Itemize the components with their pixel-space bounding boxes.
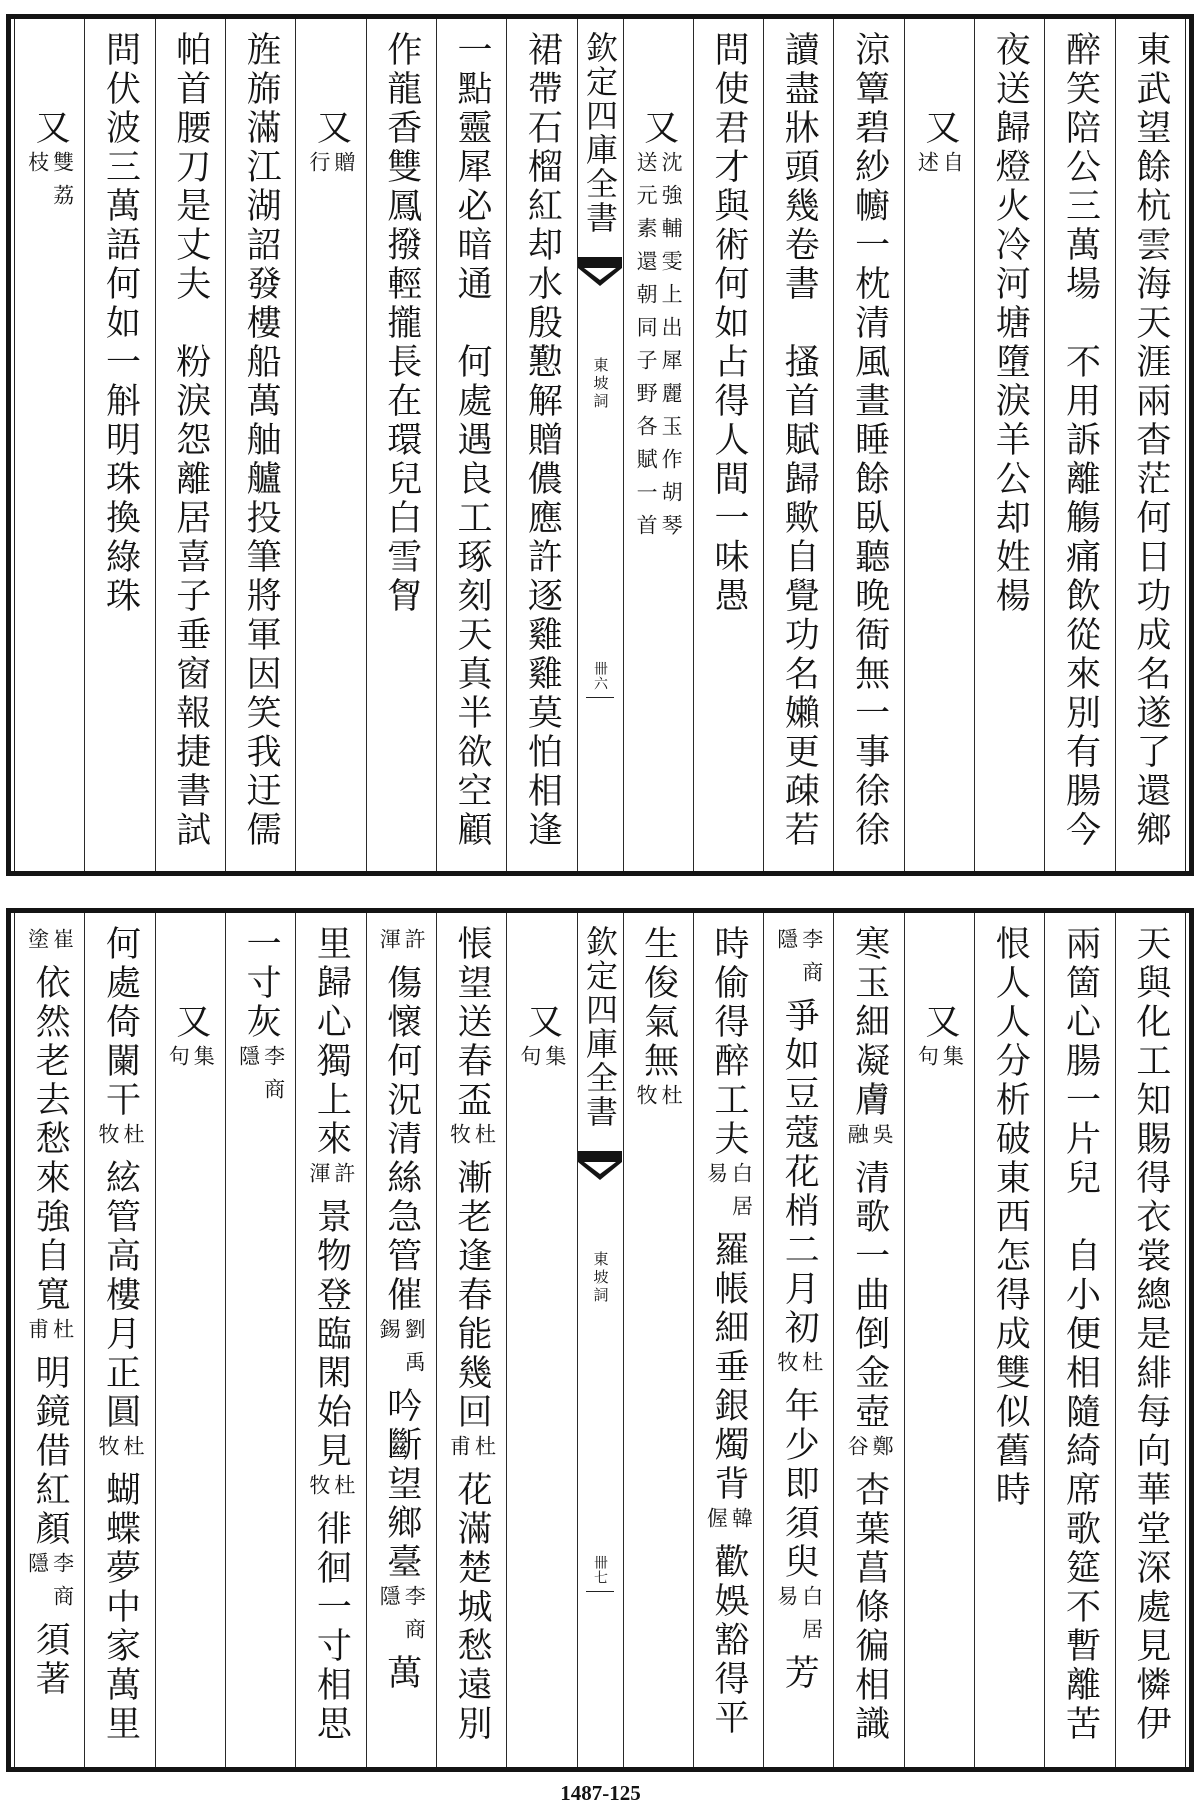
note-line-left: 渾 [377,928,402,961]
fold-leaf-number: 卌六 [586,661,614,698]
note-line-right: 沈強輔雯上出犀麗玉作胡琴 [659,151,684,547]
text-run: 醉笑陪公三萬場 不用訴離觴痛飲從來別有腸今 [1060,31,1101,850]
note-line-left: 牧 [634,1084,659,1117]
text-column [833,913,903,1767]
note-line-right: 杜 [120,1123,145,1156]
text-column [84,913,154,1767]
note-line-left: 隱 [236,1045,261,1078]
note-line-right: 杜 [659,1084,684,1117]
interlinear-note [97,1435,143,1468]
tune-heading-column [295,19,365,871]
note-line-left: 隱 [377,1585,402,1618]
text-run: 時偷得醉工夫 [708,925,749,1159]
text-column [974,19,1044,871]
text-run: 問使君才與術何如占得人間一味愚 [708,31,749,616]
page-number: 1487-125 [560,1781,641,1805]
note-line-right: 韓 [729,1507,754,1540]
interlinear-note [776,928,822,994]
fishtail-mark-icon [578,257,622,287]
note-line-left: 渾 [306,1162,331,1195]
center-fold [577,19,623,871]
text-run: 年少即須臾 [779,1387,820,1582]
text-run: 作龍香雙鳳撥輕攏長在環兒白雪胷 [381,31,422,616]
note-line-right: 集 [940,1045,965,1078]
note-line-right: 集 [542,1045,567,1078]
note-line-left: 甫 [25,1318,50,1351]
text-run: 兩箇心腸一片兒 自小便相隨綺席歌筵不暫離苦 [1060,925,1101,1744]
note-line-right: 杜 [799,1351,824,1384]
note-line-right: 杜 [331,1474,356,1507]
note-line-left: 牧 [306,1474,331,1507]
note-line-left: 行 [306,151,331,184]
note-line-right: 雙荔 [50,151,75,217]
text-run: 爭如豆蔻花梢二月初 [779,997,820,1348]
fishtail-mark-icon [578,1151,622,1181]
note-line-left: 句 [915,1045,940,1078]
text-column [763,913,833,1767]
interlinear-note [238,1045,284,1111]
interlinear-note [449,1123,495,1156]
interlinear-note [519,1045,565,1078]
text-column [506,19,576,871]
text-column [295,913,365,1767]
text-run: 須著 [30,1621,71,1699]
interlinear-note [845,1435,895,1468]
note-line-right: 李商 [402,1585,427,1651]
interlinear-note [915,151,965,184]
interlinear-note [97,1123,143,1156]
tune-repeat-mark: 又 [638,109,679,148]
text-run: 漸老逢春能幾回 [452,1159,493,1432]
text-column [693,19,763,871]
text-column [366,913,436,1767]
text-run: 依然老去愁來強自寬 [30,964,71,1315]
tune-heading-column [623,19,693,871]
note-line-right: 集 [191,1045,216,1078]
interlinear-note [915,1045,965,1078]
text-run: 天與化工知賜得衣裳總是緋每向華堂深處見憐伊 [1130,925,1171,1744]
text-column [155,19,225,871]
note-line-left: 隱 [774,928,799,961]
note-line-left: 偓 [704,1507,729,1540]
text-run: 景物登臨閑始見 [311,1198,352,1471]
interlinear-note [845,1123,895,1156]
note-line-left: 易 [774,1585,799,1618]
tune-repeat-mark: 又 [311,109,352,148]
note-line-right: 贈 [331,151,356,184]
text-run: 何處倚闌干 [100,925,141,1120]
note-line-right: 杜 [472,1123,497,1156]
column-grid [14,19,1186,871]
note-line-left: 易 [704,1162,729,1195]
page-panel-lower [6,908,1194,1772]
interlinear-note [776,1585,822,1651]
text-run: 涼簟碧紗幮一枕清風晝睡餘臥聽晚衙無一事徐徐 [849,31,890,850]
note-line-right: 許 [402,928,427,961]
note-line-left: 隱 [25,1552,50,1585]
interlinear-note [166,1045,216,1078]
note-line-left: 塗 [25,928,50,961]
text-run: 問伏波三萬語何如一斛明珠換綠珠 [100,31,141,616]
interlinear-note [377,1318,427,1384]
tune-heading-column [15,19,84,871]
note-line-left: 牧 [95,1123,120,1156]
tune-heading-column [155,913,225,1767]
interlinear-note [308,1162,354,1195]
tune-repeat-mark: 又 [919,1003,960,1042]
text-column [436,913,506,1767]
note-line-right: 李商 [261,1045,286,1111]
note-line-right: 白居 [799,1585,824,1651]
text-run: 蝴蝶夢中家萬里 [100,1471,141,1744]
fold-leaf-number: 卌七 [586,1555,614,1592]
interlinear-note [308,151,354,184]
interlinear-note [449,1435,495,1468]
text-column [1044,19,1114,871]
note-line-left: 枝 [25,151,50,184]
interlinear-note [377,928,427,961]
note-line-left: 牧 [95,1435,120,1468]
fold-book-title: 東坡詞 [591,1251,610,1305]
text-run: 羅帳細垂銀燭背 [708,1231,749,1504]
note-line-left: 牧 [447,1123,472,1156]
note-line-right: 吳 [870,1123,895,1156]
tune-heading-column [904,19,974,871]
interlinear-note [704,1162,754,1228]
text-run: 悵望送春盃 [452,925,493,1120]
note-line-left: 牧 [774,1351,799,1384]
fold-collection-title: 欽定四庫全書 [581,31,619,235]
text-run: 帕首腰刀是丈夫 粉淚怨離居喜子垂窗報捷書試 [170,31,211,850]
text-column [225,19,295,871]
note-line-right: 白居 [729,1162,754,1228]
interlinear-note [704,1507,754,1540]
text-column [623,913,693,1767]
text-column [1115,913,1185,1767]
note-line-right: 鄭 [870,1435,895,1468]
note-line-left: 句 [517,1045,542,1078]
text-column [974,913,1044,1767]
note-line-right: 許 [331,1162,356,1195]
tune-repeat-mark: 又 [170,1003,211,1042]
tune-repeat-mark: 又 [522,1003,563,1042]
note-line-right: 李商 [50,1552,75,1618]
text-run: 杏葉菖條徧相識 [849,1471,890,1744]
note-line-right: 杜 [120,1435,145,1468]
tune-heading-column [506,913,576,1767]
text-column [15,913,84,1767]
interlinear-note [27,928,73,961]
note-line-left: 谷 [845,1435,870,1468]
page-panel-upper [6,14,1194,876]
tune-repeat-mark: 又 [30,109,71,148]
text-run: 里歸心獨上來 [311,925,352,1159]
note-line-right: 崔 [50,928,75,961]
text-column [1115,19,1185,871]
note-line-right: 杜 [472,1435,497,1468]
text-run: 一點靈犀必暗通 何處遇良工琢刻天真半欲空顧 [452,31,493,850]
text-run: 一寸灰 [241,925,282,1042]
center-fold [577,913,623,1767]
text-run: 清歌一曲倒金壺 [849,1159,890,1432]
text-run: 徘徊一寸相思 [311,1510,352,1744]
text-run: 旌旆滿江湖詔發樓船萬舳艫投筆將軍因笑我迂儒 [241,31,282,850]
text-run: 吟斷望鄉臺 [381,1387,422,1582]
note-line-right: 劉禹 [402,1318,427,1384]
text-run: 夜送歸燈火冷河塘墮淚羊公却姓楊 [990,31,1031,616]
text-run: 花滿楚城愁遠別 [452,1471,493,1744]
text-column [366,19,436,871]
text-run: 萬 [381,1654,422,1693]
interlinear-note [634,151,684,547]
note-line-right: 李商 [799,928,824,994]
text-run: 恨人人分析破東西怎得成雙似舊時 [990,925,1031,1510]
text-column [1044,913,1114,1767]
text-run: 讀盡牀頭幾卷書 搔首賦歸歟自覺功名嬾更疎若 [779,31,820,850]
interlinear-note [377,1585,427,1651]
text-column [84,19,154,871]
column-grid [14,913,1186,1767]
note-line-left: 送元素還朝同子野各賦一首 [634,151,659,547]
text-run: 絃管高樓月正圓 [100,1159,141,1432]
interlinear-note [776,1351,822,1384]
text-run: 傷懷何況清絲急管催 [381,964,422,1315]
text-column [225,913,295,1767]
tune-repeat-mark: 又 [919,109,960,148]
text-run: 明鏡借紅顏 [30,1354,71,1549]
note-line-right: 杜 [50,1318,75,1351]
text-column [833,19,903,871]
text-column [693,913,763,1767]
text-run: 芳 [779,1654,820,1693]
note-line-left: 錫 [377,1318,402,1351]
fold-collection-title: 欽定四庫全書 [581,925,619,1129]
text-run: 裙帶石榴紅却水殷懃解贈儂應許逐雞雞莫怕相逢 [522,31,563,850]
tune-heading-column [904,913,974,1767]
interlinear-note [308,1474,354,1507]
text-column [763,19,833,871]
note-line-left: 甫 [447,1435,472,1468]
interlinear-note [27,1318,73,1351]
text-run: 生俊氣無 [638,925,679,1081]
note-line-left: 述 [915,151,940,184]
interlinear-note [27,1552,73,1618]
text-column [436,19,506,871]
text-run: 東武望餘杭雲海天涯兩杳茫何日功成名遂了還鄉 [1130,31,1171,850]
text-run: 寒玉細凝膚 [849,925,890,1120]
note-line-left: 句 [166,1045,191,1078]
interlinear-note [27,151,73,217]
fold-book-title: 東坡詞 [591,357,610,411]
text-run: 歡娛豁得平 [708,1543,749,1738]
note-line-left: 融 [845,1123,870,1156]
note-line-right: 自 [940,151,965,184]
interlinear-note [634,1084,684,1117]
